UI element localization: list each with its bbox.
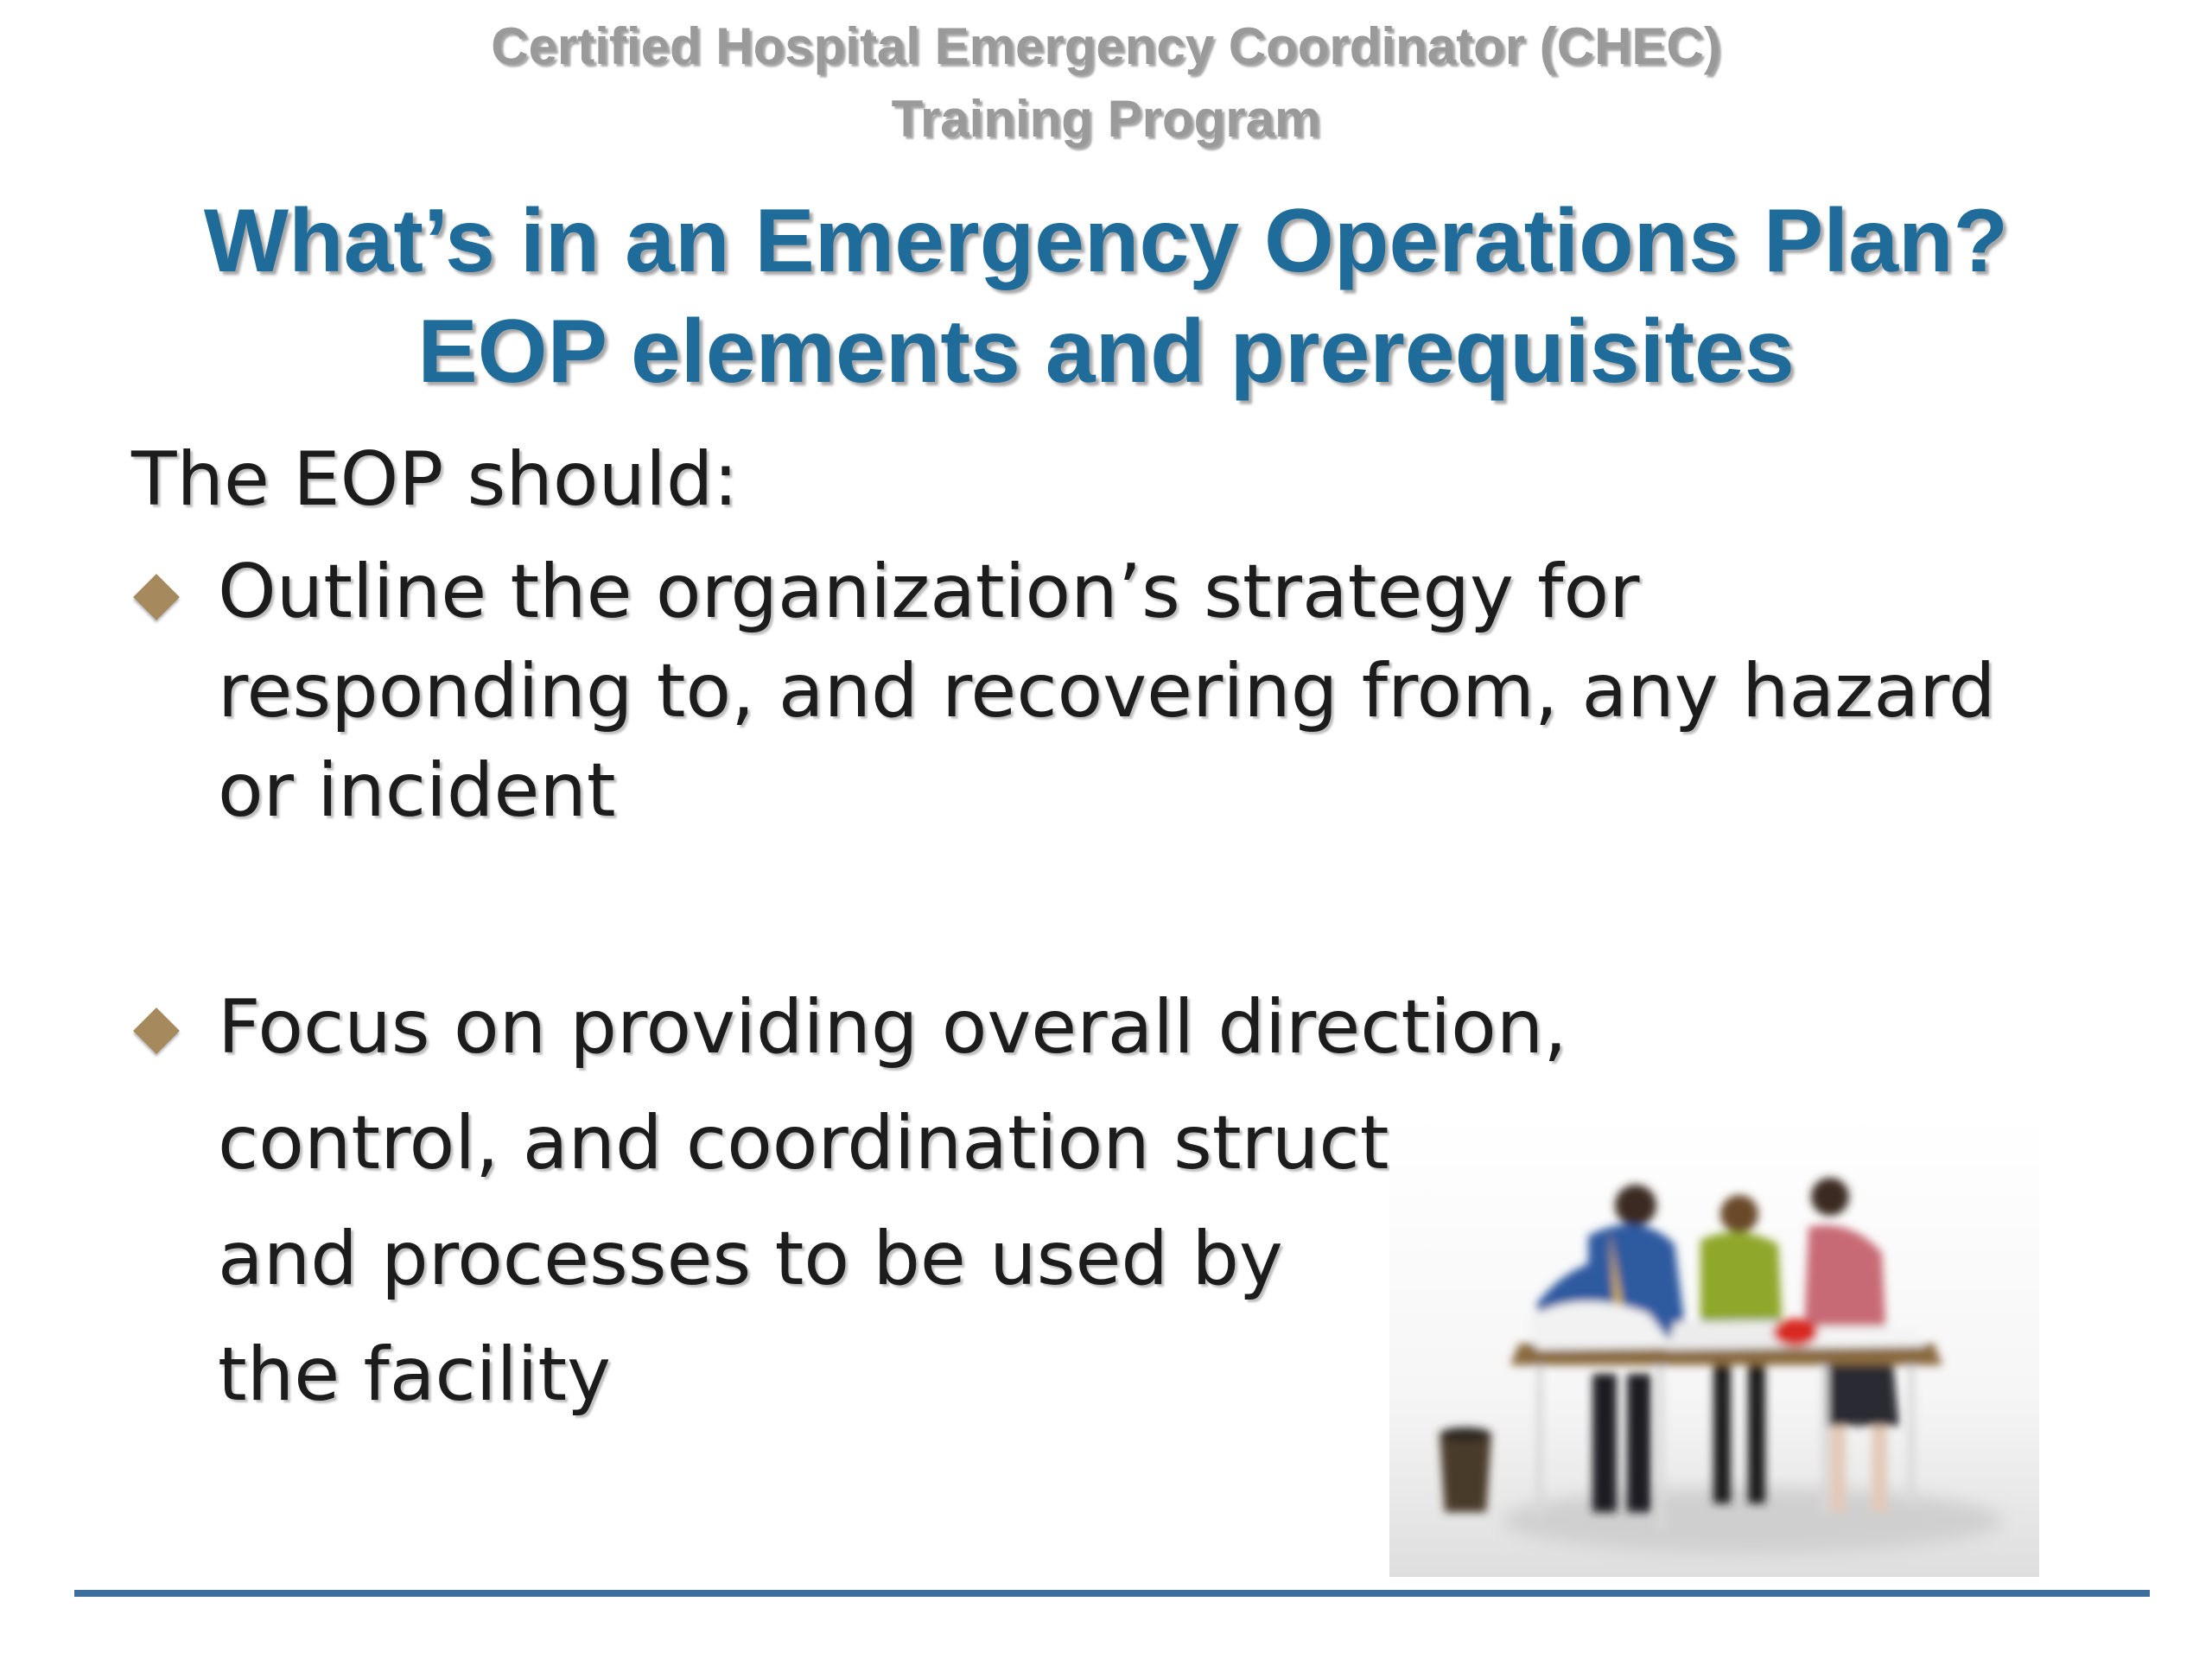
slide-title-line-1: What’s in an Emergency Operations Plan? xyxy=(203,191,2009,291)
bullet-line: and processes to be used by xyxy=(218,1216,1283,1302)
bullet-item xyxy=(131,543,2084,841)
bullet-line: Outline the organization’s strategy for xyxy=(218,549,1640,635)
footer-divider xyxy=(74,1590,2150,1597)
bullet-line: responding to, and recovering from, any hazard xyxy=(218,648,1996,734)
program-header xyxy=(0,10,2212,156)
program-header-line-2: Training Program xyxy=(891,90,1321,148)
slide-title xyxy=(0,186,2212,407)
team-planning-illustration xyxy=(1389,1115,2039,1577)
bullet-line: or incident xyxy=(218,747,616,834)
program-header-line-1: Certified Hospital Emergency Coordinator (CHEC) xyxy=(491,17,1721,75)
bullet-line: the facility xyxy=(218,1332,612,1418)
diamond-bullet-icon xyxy=(133,1007,180,1054)
bullet-line: control, and coordination struct xyxy=(218,1100,1389,1186)
slide-title-line-2: EOP elements and prerequisites xyxy=(417,302,1795,402)
team-planning-photo xyxy=(1389,1115,2039,1577)
intro-text: The EOP should: xyxy=(131,436,739,523)
diamond-bullet-icon xyxy=(133,574,180,620)
bullet-line: Focus on providing overall direction, xyxy=(218,984,1567,1071)
